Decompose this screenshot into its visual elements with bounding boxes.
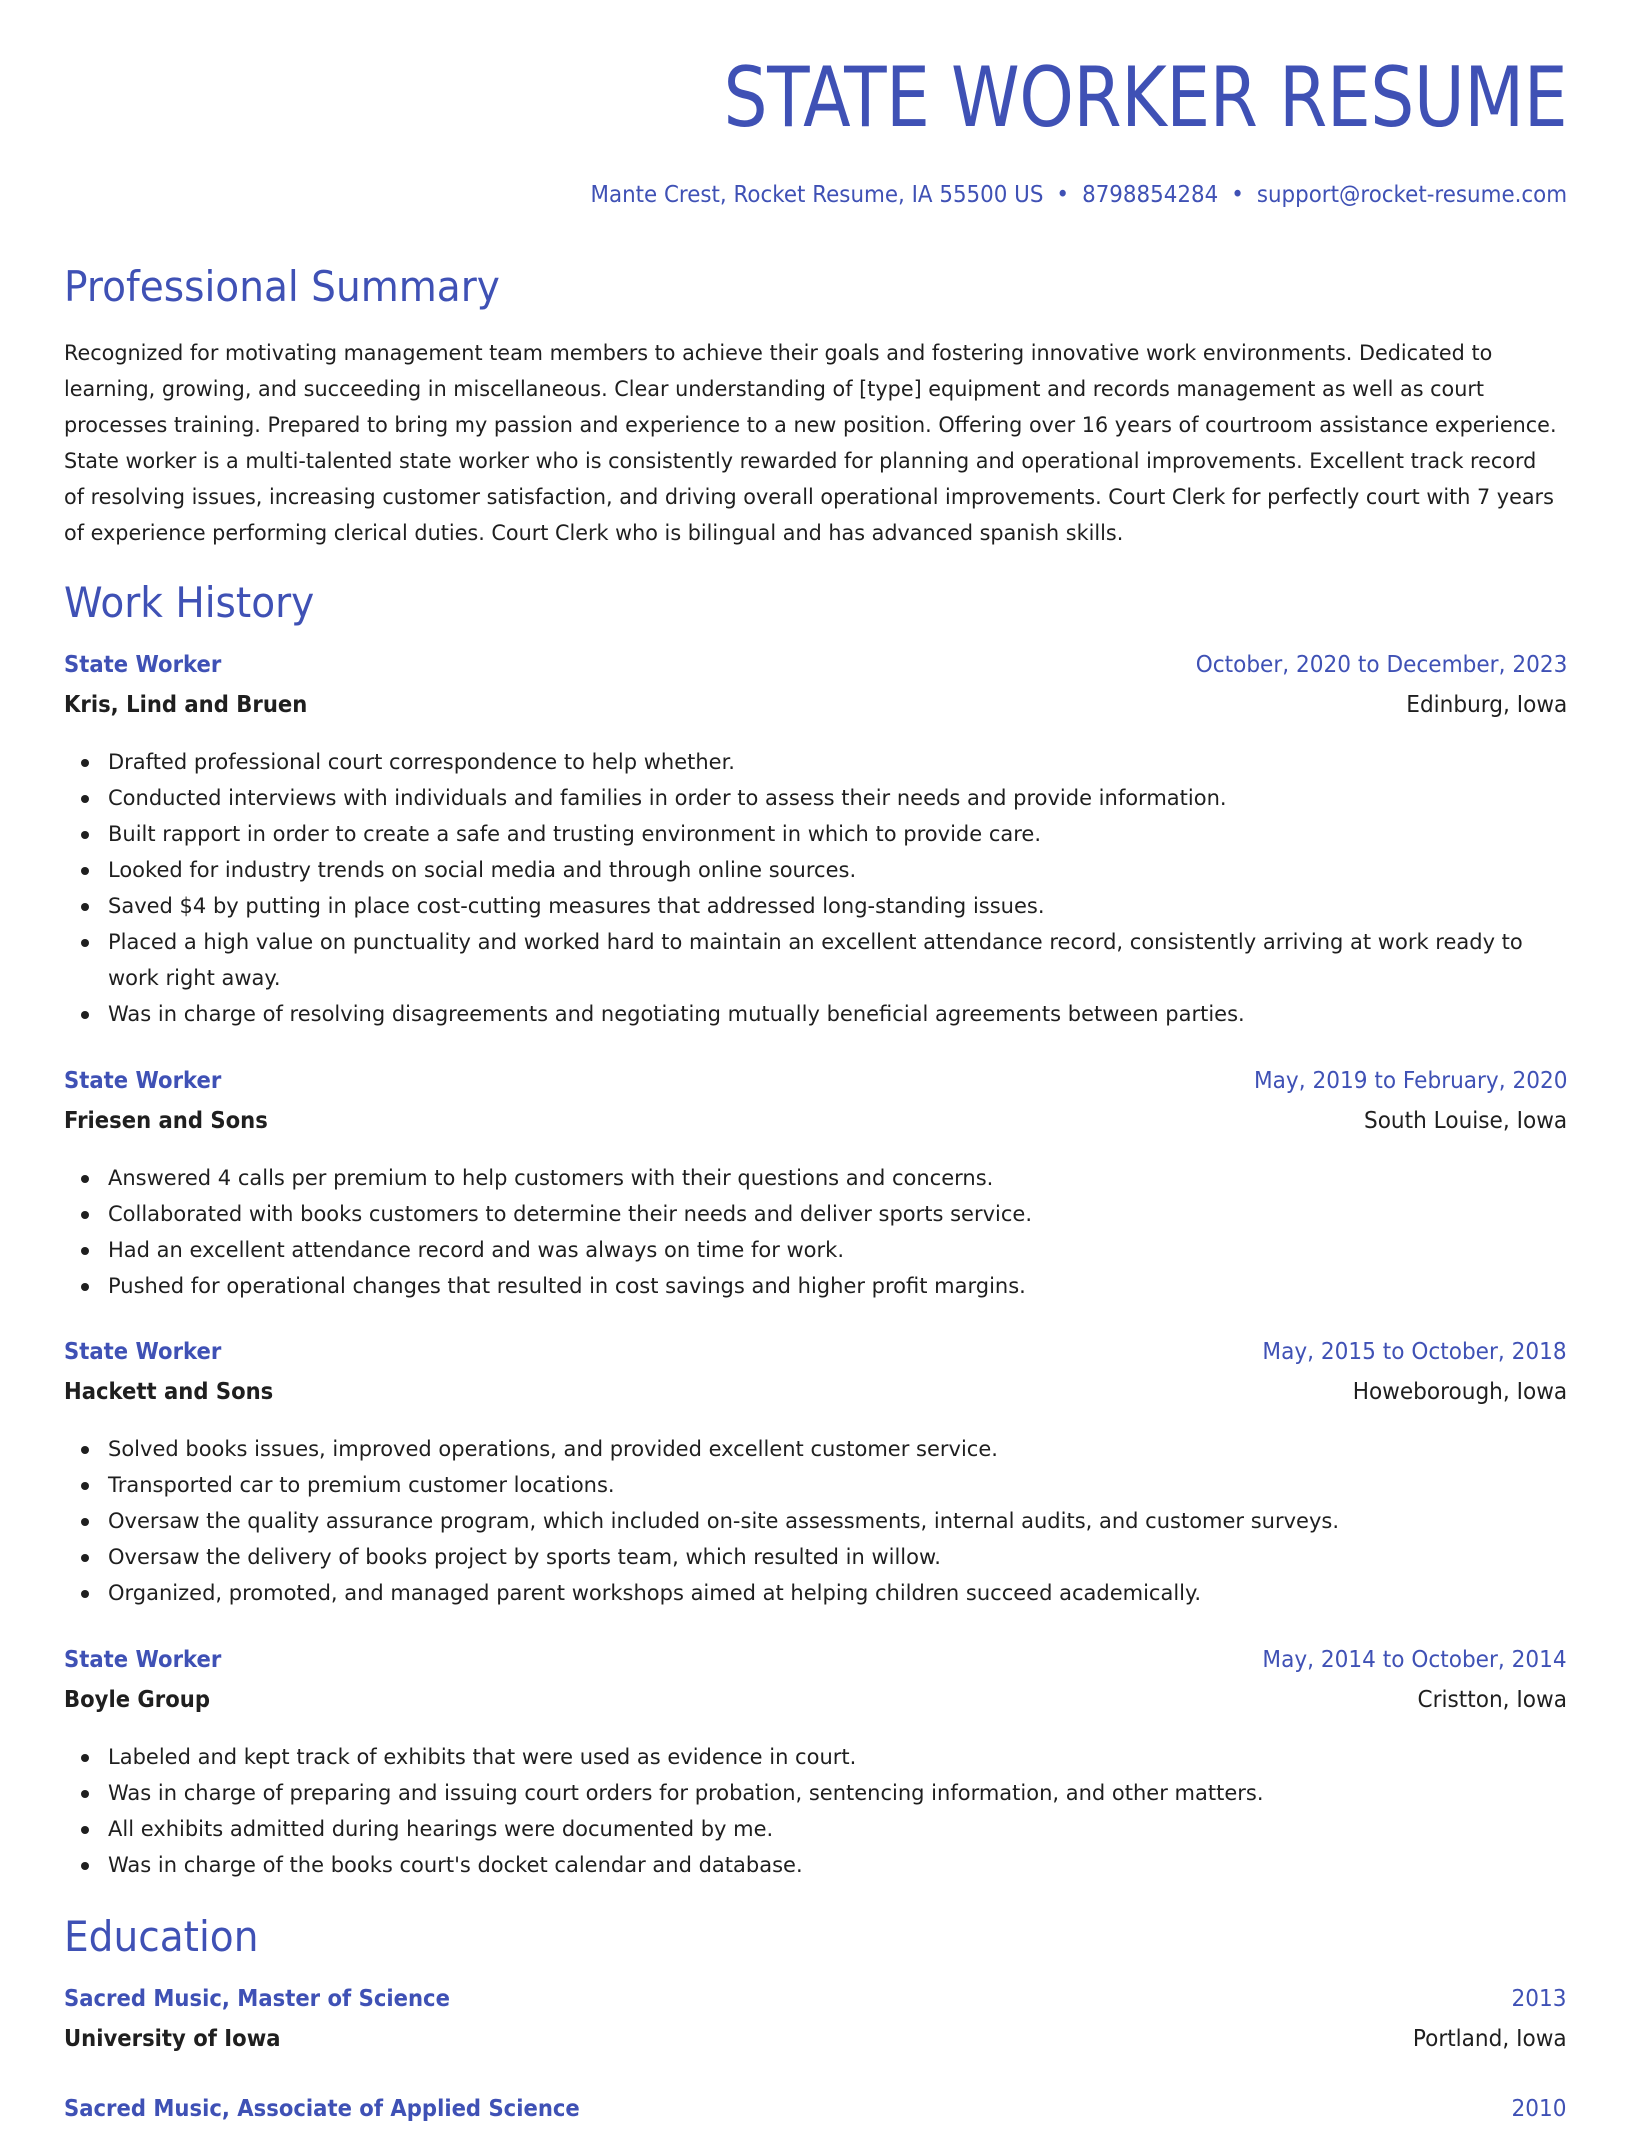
job-location: Cristton, Iowa bbox=[1417, 1687, 1567, 1713]
job-company: Hackett and Sons bbox=[64, 1379, 274, 1405]
job-bullet: Looked for industry trends on social media and through online sources. bbox=[108, 852, 1567, 888]
job-bullet: Built rapport in order to create a safe and trusting environment in which to provide care. bbox=[108, 816, 1567, 852]
job-bullet: Had an excellent attendance record and was always on time for work. bbox=[108, 1232, 1567, 1268]
job-title: State Worker bbox=[64, 1068, 222, 1094]
education-school: University of Iowa bbox=[64, 2026, 281, 2052]
education-heading: Education bbox=[64, 1912, 259, 1961]
contact-phone: 8798854284 bbox=[1081, 182, 1219, 208]
summary-heading: Professional Summary bbox=[64, 262, 500, 311]
education-header-row bbox=[64, 1986, 1567, 2026]
education-entry bbox=[64, 2096, 1567, 2136]
job-bullet: Pushed for operational changes that resulted in cost savings and higher profit margins. bbox=[108, 1268, 1567, 1304]
job-bullet: Oversaw the delivery of books project by sports team, which resulted in willow. bbox=[108, 1539, 1567, 1575]
education-header-row bbox=[64, 2096, 1567, 2136]
job-header-row bbox=[64, 1647, 1567, 1687]
job-company: Boyle Group bbox=[64, 1687, 210, 1713]
job-title: State Worker bbox=[64, 652, 222, 678]
job-bullet: Saved $4 by putting in place cost-cutting measures that addressed long-standing issues. bbox=[108, 888, 1567, 924]
job-bullets bbox=[64, 744, 1567, 1032]
job-bullet: Was in charge of preparing and issuing court orders for probation, sentencing information, and other matters. bbox=[108, 1775, 1567, 1811]
summary-text: Recognized for motivating management team members to achieve their goals and fostering innovative work environments. Dedicated to learning, growing, and succeeding in miscellaneous. Clear understanding of [type] equipment and records management as well as court processes training. Prepared to bring my passion and experience to a new position. Offering over 16 years of courtroom assistance experience. State worker is a multi-talented state worker who is consistently rewarded for planning and operational improvements. Excellent track record of resolving issues, increasing customer satisfaction, and driving overall operational improvements. Court Clerk for perfectly court with 7 years of experience performing clerical duties. Court Clerk who is bilingual and has advanced spanish skills. bbox=[64, 341, 1557, 545]
job-bullet: Placed a high value on punctuality and worked hard to maintain an excellent attendance record, consistently arriving at work ready to work right away. bbox=[108, 924, 1567, 996]
job-bullet: Collaborated with books customers to determine their needs and deliver sports service. bbox=[108, 1196, 1567, 1232]
job-header-row bbox=[64, 1068, 1567, 1108]
resume-title: STATE WORKER RESUME bbox=[723, 49, 1567, 146]
job-dates: May, 2015 to October, 2018 bbox=[1262, 1339, 1567, 1365]
job-bullet: Was in charge of resolving disagreements and negotiating mutually beneficial agreements between parties. bbox=[108, 996, 1567, 1032]
job-bullets bbox=[64, 1160, 1567, 1304]
job-bullet: Was in charge of the books court's docket calendar and database. bbox=[108, 1847, 1567, 1883]
job-header-row bbox=[64, 1339, 1567, 1379]
job-bullets bbox=[64, 1739, 1567, 1883]
job-entry bbox=[64, 1647, 1567, 1883]
job-company: Kris, Lind and Bruen bbox=[64, 692, 308, 718]
job-entry bbox=[64, 1339, 1567, 1611]
job-location: Edinburg, Iowa bbox=[1405, 692, 1567, 718]
job-company: Friesen and Sons bbox=[64, 1108, 268, 1134]
job-bullet: Organized, promoted, and managed parent workshops aimed at helping children succeed academically. bbox=[108, 1575, 1567, 1611]
job-location: South Louise, Iowa bbox=[1363, 1108, 1567, 1134]
education-degree: Sacred Music, Master of Science bbox=[64, 1986, 450, 2012]
job-company-row bbox=[64, 1379, 1567, 1419]
job-bullets bbox=[64, 1431, 1567, 1611]
contact-email: support@rocket-resume.com bbox=[1256, 182, 1567, 208]
education-degree: Sacred Music, Associate of Applied Science bbox=[64, 2096, 580, 2122]
education-school-row bbox=[64, 2026, 1567, 2066]
work-history-heading: Work History bbox=[64, 578, 315, 627]
job-dates: May, 2019 to February, 2020 bbox=[1253, 1068, 1567, 1094]
job-bullet: Labeled and kept track of exhibits that were used as evidence in court. bbox=[108, 1739, 1567, 1775]
job-title: State Worker bbox=[64, 1339, 222, 1365]
education-year: 2010 bbox=[1511, 2096, 1567, 2122]
education-location: Portland, Iowa bbox=[1413, 2026, 1567, 2052]
contact-line bbox=[590, 182, 1567, 208]
job-company-row bbox=[64, 1108, 1567, 1148]
job-bullet: Conducted interviews with individuals and families in order to assess their needs and provide information. bbox=[108, 780, 1567, 816]
job-entry bbox=[64, 1068, 1567, 1304]
job-company-row bbox=[64, 1687, 1567, 1727]
job-entry bbox=[64, 652, 1567, 1032]
contact-separator: • bbox=[1231, 182, 1244, 208]
job-header-row bbox=[64, 652, 1567, 692]
job-title: State Worker bbox=[64, 1647, 222, 1673]
contact-address: Mante Crest, Rocket Resume, IA 55500 US bbox=[590, 182, 1044, 208]
education-year: 2013 bbox=[1511, 1986, 1567, 2012]
job-bullet: Transported car to premium customer locations. bbox=[108, 1467, 1567, 1503]
job-company-row bbox=[64, 692, 1567, 732]
education-entry bbox=[64, 1986, 1567, 2066]
job-bullet: All exhibits admitted during hearings were documented by me. bbox=[108, 1811, 1567, 1847]
job-bullet: Answered 4 calls per premium to help customers with their questions and concerns. bbox=[108, 1160, 1567, 1196]
job-bullet: Oversaw the quality assurance program, which included on-site assessments, internal audits, and customer surveys. bbox=[108, 1503, 1567, 1539]
job-dates: October, 2020 to December, 2023 bbox=[1195, 652, 1567, 678]
contact-separator: • bbox=[1056, 182, 1069, 208]
job-bullet: Solved books issues, improved operations, and provided excellent customer service. bbox=[108, 1431, 1567, 1467]
job-bullet: Drafted professional court correspondence to help whether. bbox=[108, 744, 1567, 780]
job-location: Howeborough, Iowa bbox=[1352, 1379, 1567, 1405]
job-dates: May, 2014 to October, 2014 bbox=[1262, 1647, 1567, 1673]
